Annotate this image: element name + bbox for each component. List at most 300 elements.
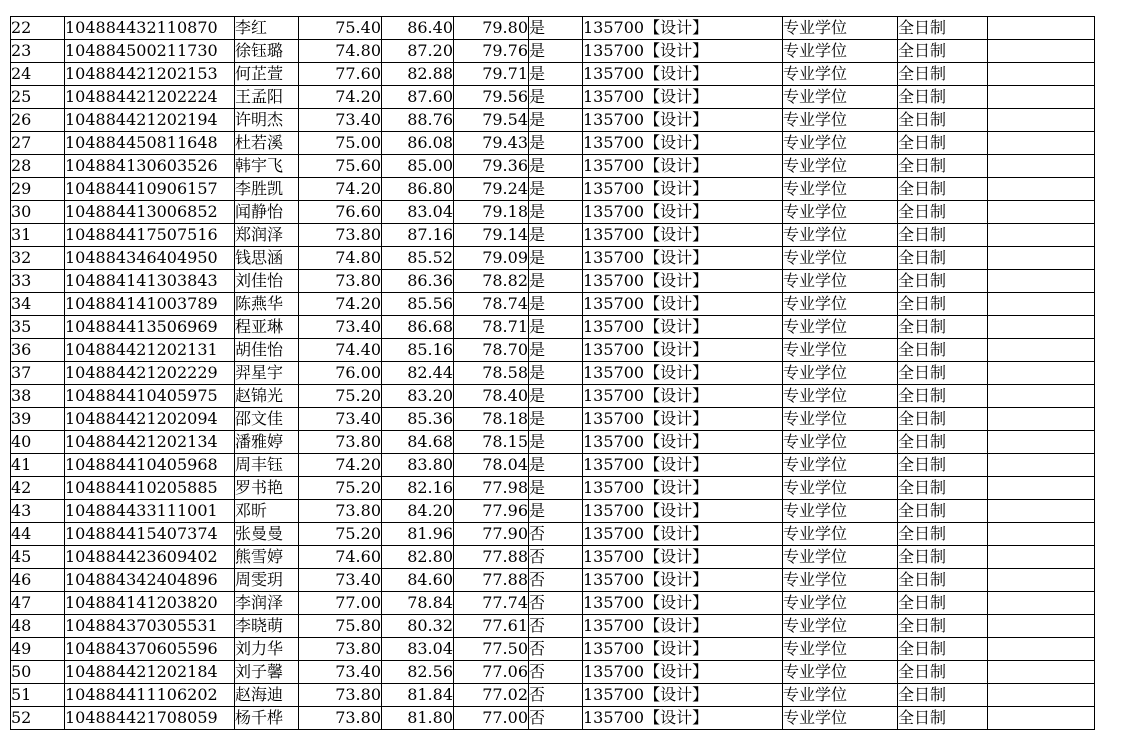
name-cell: 刘佳怡 <box>235 270 299 293</box>
score-1-cell: 75.20 <box>299 523 382 546</box>
candidate-id-cell: 104884421202194 <box>65 109 235 132</box>
name-cell: 胡佳怡 <box>235 339 299 362</box>
study-mode-cell: 全日制 <box>898 86 988 109</box>
study-mode-cell: 全日制 <box>898 684 988 707</box>
total-score-cell: 78.40 <box>454 385 529 408</box>
score-2-cell: 85.16 <box>382 339 454 362</box>
name-cell: 徐钰璐 <box>235 40 299 63</box>
table-row <box>11 86 1095 109</box>
candidate-id-cell: 104884413506969 <box>65 316 235 339</box>
candidate-id-cell: 104884432110870 <box>65 17 235 40</box>
candidate-id-cell: 104884410205885 <box>65 477 235 500</box>
score-2-cell: 84.20 <box>382 500 454 523</box>
name-cell: 何芷萱 <box>235 63 299 86</box>
flag-cell: 否 <box>529 546 583 569</box>
total-score-cell: 77.00 <box>454 707 529 730</box>
candidate-id-cell: 104884421202153 <box>65 63 235 86</box>
major-cell: 135700【设计】 <box>583 155 783 178</box>
note-cell <box>988 661 1095 684</box>
study-mode-cell: 全日制 <box>898 569 988 592</box>
flag-cell: 否 <box>529 707 583 730</box>
name-cell: 张曼曼 <box>235 523 299 546</box>
study-mode-cell: 全日制 <box>898 408 988 431</box>
name-cell: 钱思涵 <box>235 247 299 270</box>
total-score-cell: 79.14 <box>454 224 529 247</box>
candidate-id-cell: 104884141303843 <box>65 270 235 293</box>
study-mode-cell: 全日制 <box>898 270 988 293</box>
table-row <box>11 477 1095 500</box>
study-mode-cell: 全日制 <box>898 615 988 638</box>
flag-cell: 是 <box>529 454 583 477</box>
candidate-id-cell: 104884141003789 <box>65 293 235 316</box>
major-cell: 135700【设计】 <box>583 178 783 201</box>
study-mode-cell: 全日制 <box>898 546 988 569</box>
table-row <box>11 592 1095 615</box>
table-row <box>11 178 1095 201</box>
row-number-cell: 46 <box>11 569 65 592</box>
study-mode-cell: 全日制 <box>898 454 988 477</box>
row-number-cell: 26 <box>11 109 65 132</box>
degree-type-cell: 专业学位 <box>783 592 898 615</box>
row-number-cell: 25 <box>11 86 65 109</box>
study-mode-cell: 全日制 <box>898 661 988 684</box>
total-score-cell: 77.96 <box>454 500 529 523</box>
row-number-cell: 37 <box>11 362 65 385</box>
note-cell <box>988 63 1095 86</box>
row-number-cell: 24 <box>11 63 65 86</box>
table-row <box>11 247 1095 270</box>
table-row <box>11 224 1095 247</box>
score-1-cell: 73.80 <box>299 270 382 293</box>
note-cell <box>988 615 1095 638</box>
major-cell: 135700【设计】 <box>583 109 783 132</box>
flag-cell: 是 <box>529 224 583 247</box>
name-cell: 韩宇飞 <box>235 155 299 178</box>
total-score-cell: 79.71 <box>454 63 529 86</box>
degree-type-cell: 专业学位 <box>783 132 898 155</box>
score-2-cell: 88.76 <box>382 109 454 132</box>
table-row <box>11 316 1095 339</box>
flag-cell: 是 <box>529 132 583 155</box>
row-number-cell: 38 <box>11 385 65 408</box>
score-2-cell: 87.60 <box>382 86 454 109</box>
score-1-cell: 76.60 <box>299 201 382 224</box>
degree-type-cell: 专业学位 <box>783 477 898 500</box>
score-1-cell: 74.20 <box>299 454 382 477</box>
degree-type-cell: 专业学位 <box>783 86 898 109</box>
table-row <box>11 109 1095 132</box>
candidate-id-cell: 104884411106202 <box>65 684 235 707</box>
total-score-cell: 77.98 <box>454 477 529 500</box>
score-2-cell: 86.08 <box>382 132 454 155</box>
study-mode-cell: 全日制 <box>898 707 988 730</box>
major-cell: 135700【设计】 <box>583 477 783 500</box>
table-row <box>11 132 1095 155</box>
note-cell <box>988 523 1095 546</box>
flag-cell: 是 <box>529 86 583 109</box>
candidate-id-cell: 104884410906157 <box>65 178 235 201</box>
row-number-cell: 40 <box>11 431 65 454</box>
candidate-id-cell: 104884500211730 <box>65 40 235 63</box>
name-cell: 李晓萌 <box>235 615 299 638</box>
note-cell <box>988 86 1095 109</box>
total-score-cell: 78.04 <box>454 454 529 477</box>
total-score-cell: 78.82 <box>454 270 529 293</box>
name-cell: 李润泽 <box>235 592 299 615</box>
note-cell <box>988 592 1095 615</box>
score-1-cell: 73.40 <box>299 109 382 132</box>
study-mode-cell: 全日制 <box>898 132 988 155</box>
flag-cell: 是 <box>529 477 583 500</box>
note-cell <box>988 500 1095 523</box>
major-cell: 135700【设计】 <box>583 592 783 615</box>
degree-type-cell: 专业学位 <box>783 293 898 316</box>
note-cell <box>988 40 1095 63</box>
major-cell: 135700【设计】 <box>583 523 783 546</box>
name-cell: 杨千桦 <box>235 707 299 730</box>
score-1-cell: 75.60 <box>299 155 382 178</box>
study-mode-cell: 全日制 <box>898 477 988 500</box>
table-row <box>11 293 1095 316</box>
major-cell: 135700【设计】 <box>583 224 783 247</box>
study-mode-cell: 全日制 <box>898 638 988 661</box>
study-mode-cell: 全日制 <box>898 500 988 523</box>
flag-cell: 是 <box>529 247 583 270</box>
candidate-id-cell: 104884421202094 <box>65 408 235 431</box>
note-cell <box>988 316 1095 339</box>
degree-type-cell: 专业学位 <box>783 224 898 247</box>
table-row <box>11 339 1095 362</box>
score-2-cell: 84.60 <box>382 569 454 592</box>
note-cell <box>988 684 1095 707</box>
degree-type-cell: 专业学位 <box>783 63 898 86</box>
major-cell: 135700【设计】 <box>583 638 783 661</box>
note-cell <box>988 293 1095 316</box>
candidate-id-cell: 104884421708059 <box>65 707 235 730</box>
score-1-cell: 74.20 <box>299 178 382 201</box>
total-score-cell: 79.43 <box>454 132 529 155</box>
row-number-cell: 22 <box>11 17 65 40</box>
total-score-cell: 79.24 <box>454 178 529 201</box>
note-cell <box>988 339 1095 362</box>
candidate-id-cell: 104884421202184 <box>65 661 235 684</box>
score-1-cell: 74.20 <box>299 86 382 109</box>
major-cell: 135700【设计】 <box>583 247 783 270</box>
flag-cell: 是 <box>529 270 583 293</box>
degree-type-cell: 专业学位 <box>783 109 898 132</box>
table-row <box>11 40 1095 63</box>
candidate-id-cell: 104884423609402 <box>65 546 235 569</box>
flag-cell: 是 <box>529 293 583 316</box>
degree-type-cell: 专业学位 <box>783 615 898 638</box>
name-cell: 熊雪婷 <box>235 546 299 569</box>
total-score-cell: 79.36 <box>454 155 529 178</box>
study-mode-cell: 全日制 <box>898 178 988 201</box>
score-1-cell: 74.20 <box>299 293 382 316</box>
total-score-cell: 77.06 <box>454 661 529 684</box>
total-score-cell: 77.74 <box>454 592 529 615</box>
score-1-cell: 74.80 <box>299 247 382 270</box>
total-score-cell: 78.58 <box>454 362 529 385</box>
table-row <box>11 155 1095 178</box>
degree-type-cell: 专业学位 <box>783 661 898 684</box>
candidate-id-cell: 104884417507516 <box>65 224 235 247</box>
row-number-cell: 23 <box>11 40 65 63</box>
table-row <box>11 546 1095 569</box>
study-mode-cell: 全日制 <box>898 17 988 40</box>
degree-type-cell: 专业学位 <box>783 638 898 661</box>
flag-cell: 否 <box>529 638 583 661</box>
score-1-cell: 73.80 <box>299 684 382 707</box>
note-cell <box>988 454 1095 477</box>
major-cell: 135700【设计】 <box>583 63 783 86</box>
score-1-cell: 73.40 <box>299 661 382 684</box>
total-score-cell: 77.88 <box>454 546 529 569</box>
score-2-cell: 82.16 <box>382 477 454 500</box>
major-cell: 135700【设计】 <box>583 408 783 431</box>
name-cell: 刘力华 <box>235 638 299 661</box>
study-mode-cell: 全日制 <box>898 523 988 546</box>
table-row <box>11 270 1095 293</box>
note-cell <box>988 132 1095 155</box>
flag-cell: 是 <box>529 178 583 201</box>
flag-cell: 是 <box>529 316 583 339</box>
note-cell <box>988 247 1095 270</box>
note-cell <box>988 638 1095 661</box>
flag-cell: 否 <box>529 684 583 707</box>
total-score-cell: 79.54 <box>454 109 529 132</box>
major-cell: 135700【设计】 <box>583 40 783 63</box>
name-cell: 羿星宇 <box>235 362 299 385</box>
study-mode-cell: 全日制 <box>898 592 988 615</box>
score-1-cell: 73.80 <box>299 638 382 661</box>
score-2-cell: 84.68 <box>382 431 454 454</box>
name-cell: 李胜凯 <box>235 178 299 201</box>
candidate-id-cell: 104884370605596 <box>65 638 235 661</box>
major-cell: 135700【设计】 <box>583 569 783 592</box>
total-score-cell: 79.09 <box>454 247 529 270</box>
row-number-cell: 31 <box>11 224 65 247</box>
degree-type-cell: 专业学位 <box>783 270 898 293</box>
row-number-cell: 27 <box>11 132 65 155</box>
major-cell: 135700【设计】 <box>583 500 783 523</box>
total-score-cell: 78.18 <box>454 408 529 431</box>
major-cell: 135700【设计】 <box>583 431 783 454</box>
score-2-cell: 83.80 <box>382 454 454 477</box>
name-cell: 李红 <box>235 17 299 40</box>
note-cell <box>988 569 1095 592</box>
score-1-cell: 75.80 <box>299 615 382 638</box>
note-cell <box>988 201 1095 224</box>
row-number-cell: 42 <box>11 477 65 500</box>
score-1-cell: 76.00 <box>299 362 382 385</box>
study-mode-cell: 全日制 <box>898 155 988 178</box>
table-row <box>11 707 1095 730</box>
degree-type-cell: 专业学位 <box>783 247 898 270</box>
flag-cell: 是 <box>529 40 583 63</box>
name-cell: 潘雅婷 <box>235 431 299 454</box>
candidate-id-cell: 104884415407374 <box>65 523 235 546</box>
major-cell: 135700【设计】 <box>583 615 783 638</box>
row-number-cell: 28 <box>11 155 65 178</box>
note-cell <box>988 431 1095 454</box>
name-cell: 杜若溪 <box>235 132 299 155</box>
score-1-cell: 73.80 <box>299 224 382 247</box>
candidate-id-cell: 104884421202224 <box>65 86 235 109</box>
table-row <box>11 17 1095 40</box>
score-1-cell: 77.60 <box>299 63 382 86</box>
note-cell <box>988 109 1095 132</box>
score-2-cell: 82.88 <box>382 63 454 86</box>
degree-type-cell: 专业学位 <box>783 155 898 178</box>
major-cell: 135700【设计】 <box>583 132 783 155</box>
score-1-cell: 73.80 <box>299 500 382 523</box>
name-cell: 邵文佳 <box>235 408 299 431</box>
score-2-cell: 80.32 <box>382 615 454 638</box>
candidate-id-cell: 104884370305531 <box>65 615 235 638</box>
flag-cell: 否 <box>529 569 583 592</box>
degree-type-cell: 专业学位 <box>783 385 898 408</box>
score-2-cell: 81.96 <box>382 523 454 546</box>
degree-type-cell: 专业学位 <box>783 569 898 592</box>
study-mode-cell: 全日制 <box>898 385 988 408</box>
score-1-cell: 74.40 <box>299 339 382 362</box>
total-score-cell: 78.15 <box>454 431 529 454</box>
flag-cell: 否 <box>529 523 583 546</box>
row-number-cell: 49 <box>11 638 65 661</box>
score-1-cell: 75.20 <box>299 477 382 500</box>
total-score-cell: 79.56 <box>454 86 529 109</box>
score-1-cell: 73.80 <box>299 707 382 730</box>
flag-cell: 是 <box>529 17 583 40</box>
flag-cell: 否 <box>529 661 583 684</box>
total-score-cell: 79.18 <box>454 201 529 224</box>
study-mode-cell: 全日制 <box>898 339 988 362</box>
name-cell: 刘子馨 <box>235 661 299 684</box>
candidate-id-cell: 104884141203820 <box>65 592 235 615</box>
degree-type-cell: 专业学位 <box>783 339 898 362</box>
study-mode-cell: 全日制 <box>898 362 988 385</box>
flag-cell: 是 <box>529 155 583 178</box>
score-2-cell: 82.80 <box>382 546 454 569</box>
note-cell <box>988 477 1095 500</box>
name-cell: 闻静怡 <box>235 201 299 224</box>
total-score-cell: 77.50 <box>454 638 529 661</box>
candidate-id-cell: 104884410405968 <box>65 454 235 477</box>
degree-type-cell: 专业学位 <box>783 500 898 523</box>
major-cell: 135700【设计】 <box>583 454 783 477</box>
table-row <box>11 684 1095 707</box>
score-2-cell: 85.36 <box>382 408 454 431</box>
name-cell: 王孟阳 <box>235 86 299 109</box>
score-2-cell: 86.80 <box>382 178 454 201</box>
row-number-cell: 44 <box>11 523 65 546</box>
row-number-cell: 41 <box>11 454 65 477</box>
flag-cell: 是 <box>529 431 583 454</box>
candidate-id-cell: 104884421202131 <box>65 339 235 362</box>
score-1-cell: 73.80 <box>299 431 382 454</box>
major-cell: 135700【设计】 <box>583 339 783 362</box>
note-cell <box>988 270 1095 293</box>
score-1-cell: 77.00 <box>299 592 382 615</box>
study-mode-cell: 全日制 <box>898 201 988 224</box>
table-row <box>11 661 1095 684</box>
row-number-cell: 48 <box>11 615 65 638</box>
degree-type-cell: 专业学位 <box>783 178 898 201</box>
major-cell: 135700【设计】 <box>583 546 783 569</box>
score-2-cell: 87.20 <box>382 40 454 63</box>
major-cell: 135700【设计】 <box>583 362 783 385</box>
major-cell: 135700【设计】 <box>583 201 783 224</box>
score-2-cell: 82.56 <box>382 661 454 684</box>
score-2-cell: 81.80 <box>382 707 454 730</box>
major-cell: 135700【设计】 <box>583 385 783 408</box>
row-number-cell: 30 <box>11 201 65 224</box>
degree-type-cell: 专业学位 <box>783 454 898 477</box>
study-mode-cell: 全日制 <box>898 109 988 132</box>
study-mode-cell: 全日制 <box>898 40 988 63</box>
score-2-cell: 86.36 <box>382 270 454 293</box>
note-cell <box>988 408 1095 431</box>
results-table <box>10 16 1095 730</box>
table-row <box>11 615 1095 638</box>
candidate-id-cell: 104884346404950 <box>65 247 235 270</box>
score-1-cell: 73.40 <box>299 569 382 592</box>
degree-type-cell: 专业学位 <box>783 408 898 431</box>
score-2-cell: 83.04 <box>382 638 454 661</box>
table-row <box>11 408 1095 431</box>
total-score-cell: 79.76 <box>454 40 529 63</box>
flag-cell: 是 <box>529 63 583 86</box>
degree-type-cell: 专业学位 <box>783 40 898 63</box>
major-cell: 135700【设计】 <box>583 707 783 730</box>
degree-type-cell: 专业学位 <box>783 431 898 454</box>
table-body <box>11 17 1095 730</box>
note-cell <box>988 17 1095 40</box>
total-score-cell: 77.88 <box>454 569 529 592</box>
study-mode-cell: 全日制 <box>898 63 988 86</box>
note-cell <box>988 178 1095 201</box>
study-mode-cell: 全日制 <box>898 431 988 454</box>
score-1-cell: 73.40 <box>299 408 382 431</box>
degree-type-cell: 专业学位 <box>783 316 898 339</box>
name-cell: 许明杰 <box>235 109 299 132</box>
major-cell: 135700【设计】 <box>583 661 783 684</box>
table-row <box>11 385 1095 408</box>
name-cell: 赵锦光 <box>235 385 299 408</box>
row-number-cell: 32 <box>11 247 65 270</box>
score-2-cell: 83.04 <box>382 201 454 224</box>
total-score-cell: 78.70 <box>454 339 529 362</box>
score-1-cell: 73.40 <box>299 316 382 339</box>
table-row <box>11 201 1095 224</box>
note-cell <box>988 546 1095 569</box>
table-row <box>11 638 1095 661</box>
name-cell: 邓昕 <box>235 500 299 523</box>
degree-type-cell: 专业学位 <box>783 523 898 546</box>
table-row <box>11 500 1095 523</box>
candidate-id-cell: 104884413006852 <box>65 201 235 224</box>
total-score-cell: 78.71 <box>454 316 529 339</box>
study-mode-cell: 全日制 <box>898 247 988 270</box>
flag-cell: 是 <box>529 500 583 523</box>
table-row <box>11 362 1095 385</box>
major-cell: 135700【设计】 <box>583 86 783 109</box>
name-cell: 郑润泽 <box>235 224 299 247</box>
table-row <box>11 431 1095 454</box>
score-2-cell: 86.40 <box>382 17 454 40</box>
row-number-cell: 47 <box>11 592 65 615</box>
